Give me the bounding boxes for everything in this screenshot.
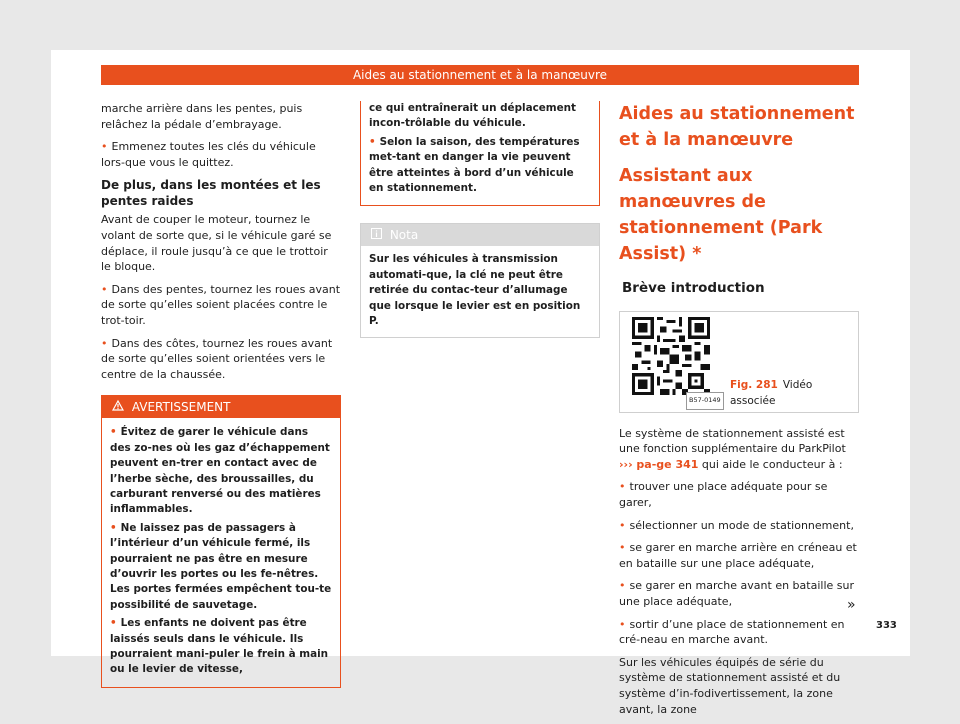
bullet-icon: • <box>110 426 117 439</box>
bullet-icon: • <box>619 617 626 631</box>
bullet-icon: • <box>101 336 108 350</box>
bullet-icon: • <box>101 282 108 296</box>
list-item: • Selon la saison, des températures met-tant en danger la vie peuvent être atteintes à bord d’un véhicule en stationnement. <box>369 135 580 195</box>
column-2 <box>360 101 600 338</box>
note-header <box>361 224 599 246</box>
list-item: • se garer en marche avant en bataille sur une place adéquate, <box>619 579 854 608</box>
paragraph: Avant de couper le moteur, tournez le volant de sorte que, si le véhicule garé se déplace, il roule jusqu’à ce que le trottoir le bloque. <box>101 213 332 274</box>
section-title: Aides au stationnement et à la manœuvre <box>619 104 855 150</box>
info-icon <box>371 224 382 246</box>
subheading: De plus, dans les montées et les pentes raides <box>101 178 321 209</box>
column-3 <box>619 101 859 724</box>
note-body: Sur les véhicules à transmission automati-que, la clé ne peut être retirée du contac-teur d’allumage que lorsque le levier est en position P. <box>369 253 581 328</box>
figure-code: B57-0149 <box>686 392 724 410</box>
list-item: • sortir d’une place de stationnement en cré-neau en marche avant. <box>619 617 845 647</box>
subsection-title: Assistant aux manœuvres de stationnement (Park Assist) * <box>619 166 823 264</box>
paragraph: Le système de stationnement assisté est une fonction supplémentaire du ParkPilot ››› pa-ge 341 qui aide le conducteur à : <box>619 426 846 471</box>
warning-title: AVERTISSEMENT <box>131 400 231 415</box>
bullet-icon: • <box>369 135 376 148</box>
paragraph: Sur les véhicules équipés de série du système de stationnement assisté et du système d’in-fodivertissement, la zone avant, la zone <box>619 655 841 716</box>
bullet-icon: • <box>110 521 117 534</box>
warning-triangle-icon <box>112 396 124 418</box>
bullet-icon: • <box>619 541 626 555</box>
paragraph: ce qui entraînerait un déplacement incon-trôlable du véhicule. <box>369 102 577 130</box>
chapter-header: Aides au stationnement et à la manœuvre <box>101 65 859 85</box>
paragraph: marche arrière dans les pentes, puis relâchez la pédale d’embrayage. <box>101 102 303 131</box>
note-box <box>360 223 600 338</box>
qr-code[interactable] <box>626 317 716 395</box>
bullet-icon: • <box>619 480 626 494</box>
list-item: • Ne laissez pas de passagers à l’intérieur d’un véhicule fermé, ils pourraient ne pas être en mesure d’ouvrir les portes ou les fe-nêtres. Les portes fermées empêchent tou-te possibilité de sauvetage. <box>110 521 332 611</box>
figure-number: Fig. 281 <box>730 379 778 392</box>
bullet-icon: • <box>110 617 117 630</box>
bullet-icon: • <box>101 140 108 154</box>
column-1 <box>101 101 341 688</box>
subsection-heading: Brève introduction <box>622 280 765 296</box>
list-item: • Dans des côtes, tournez les roues avant de sorte qu’elles soient orientées vers le centre de la chaussée. <box>101 336 333 381</box>
list-item: • Évitez de garer le véhicule dans des zo-nes où les gaz d’échappement peuvent en-trer en contact avec de l’herbe sèche, des broussailles, du carburant renversé ou des matières inflammables. <box>110 426 330 516</box>
continue-arrow-icon: » <box>847 597 856 613</box>
list-item: • Emmenez toutes les clés du véhicule lors-que vous le quittez. <box>101 140 316 169</box>
warning-header <box>102 396 340 418</box>
bullet-icon: • <box>619 518 626 532</box>
list-item: • Dans des pentes, tournez les roues avant de sorte qu’elles soient placées contre le trot-toir. <box>101 282 341 327</box>
page-number: 333 <box>876 620 897 631</box>
warning-box-continued <box>360 101 600 206</box>
warning-box <box>101 395 341 688</box>
list-item: • trouver une place adéquate pour se garer, <box>619 480 828 509</box>
figure-caption: Fig. 281 Vidéo associée <box>730 379 813 407</box>
note-title: Nota <box>389 228 419 243</box>
page-reference-link[interactable]: ››› pa-ge 341 <box>619 457 699 471</box>
figure <box>619 311 859 413</box>
warning-body <box>102 418 340 687</box>
bullet-icon: • <box>619 579 626 593</box>
list-item: • sélectionner un mode de stationnement, <box>619 518 854 532</box>
list-item: • se garer en marche arrière en créneau et en bataille sur une place adéquate, <box>619 541 857 570</box>
list-item: • Les enfants ne doivent pas être laissés seuls dans le véhicule. Ils pourraient mani-puler le frein à main ou le levier de vitesse, <box>110 617 329 676</box>
